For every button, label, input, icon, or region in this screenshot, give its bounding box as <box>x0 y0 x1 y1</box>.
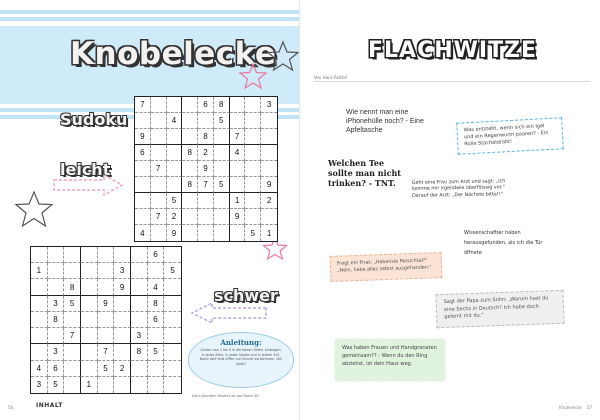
sudoku-cell: 4 <box>135 225 151 241</box>
sudoku-cell <box>81 328 98 344</box>
sudoku-cell <box>48 263 65 279</box>
gray-star-icon <box>266 40 300 72</box>
sudoku-cell <box>81 361 98 377</box>
sudoku-cell: 6 <box>198 97 214 113</box>
sudoku-cell: 7 <box>198 177 214 193</box>
sudoku-cell: 3 <box>114 263 131 279</box>
sudoku-cell <box>261 113 277 129</box>
sudoku-cell <box>261 161 277 177</box>
sudoku-cell <box>261 209 277 225</box>
anleitung-title: Anleitung: <box>220 338 262 347</box>
sudoku-cell <box>114 296 131 312</box>
sudoku-cell <box>198 209 214 225</box>
sudoku-cell <box>164 328 181 344</box>
sudoku-cell <box>98 247 115 263</box>
sudoku-cell: 3 <box>48 344 65 360</box>
sudoku-cell <box>214 225 230 241</box>
sudoku-cell <box>81 279 98 295</box>
sudoku-easy-grid <box>134 96 278 242</box>
anleitung-text: Zahlen von 1 bis 9 in die leeren Felder eintragen. In jeder Zeile, in jeder Spalte und in jedem 3x3-Block darf jede Ziffer nur einmal vorkommen. Viel Spaß! <box>199 348 283 366</box>
sudoku-cell <box>245 145 261 161</box>
sudoku-cell <box>167 145 183 161</box>
sudoku-cell <box>198 193 214 209</box>
sudoku-cell <box>114 344 131 360</box>
sudoku-cell <box>131 296 148 312</box>
level-hard-label: schwer <box>214 286 278 305</box>
sudoku-cell <box>151 97 167 113</box>
sudoku-cell <box>164 361 181 377</box>
sudoku-cell <box>167 177 183 193</box>
sudoku-cell: 2 <box>167 209 183 225</box>
sudoku-cell <box>214 129 230 145</box>
sudoku-cell <box>164 312 181 328</box>
sudoku-cell: 9 <box>261 177 277 193</box>
sudoku-cell <box>151 225 167 241</box>
sudoku-cell: 7 <box>64 328 81 344</box>
sudoku-cell: 8 <box>182 177 198 193</box>
sudoku-cell: 6 <box>48 361 65 377</box>
sudoku-cell: 7 <box>135 97 151 113</box>
sudoku-cell: 9 <box>135 129 151 145</box>
right-page <box>300 0 600 420</box>
sudoku-cell <box>148 263 165 279</box>
sudoku-cell: 5 <box>245 225 261 241</box>
sudoku-cell <box>98 263 115 279</box>
sudoku-cell: 4 <box>167 113 183 129</box>
sudoku-cell <box>245 161 261 177</box>
sudoku-cell <box>131 312 148 328</box>
sudoku-cell <box>245 97 261 113</box>
joke-2: Welchen Tee sollte man nicht trinken? - TNT. <box>328 158 401 188</box>
sudoku-cell <box>182 225 198 241</box>
anleitung-bubble <box>188 332 294 388</box>
joke-note-papa: Sagt der Papa zum Sohn: „Warum hast du eine Sechs in Deutsch? Ich habe doch gelernt mit du." <box>435 290 564 328</box>
sudoku-cell: 7 <box>151 209 167 225</box>
sudoku-cell <box>64 312 81 328</box>
sudoku-cell <box>182 129 198 145</box>
sudoku-cell <box>31 328 48 344</box>
sudoku-cell: 7 <box>98 344 115 360</box>
sudoku-cell <box>182 113 198 129</box>
sudoku-cell <box>164 296 181 312</box>
sudoku-cell: 5 <box>214 177 230 193</box>
sudoku-cell: 5 <box>64 296 81 312</box>
sudoku-cell: 9 <box>230 209 246 225</box>
sudoku-cell <box>131 279 148 295</box>
sudoku-cell: 8 <box>131 344 148 360</box>
page-number-left: 56 <box>8 405 14 410</box>
sudoku-cell: 3 <box>48 296 65 312</box>
sudoku-hard-grid <box>30 246 182 394</box>
sudoku-label: Sudoku <box>60 110 128 129</box>
sudoku-cell <box>230 161 246 177</box>
sudoku-cell <box>64 247 81 263</box>
sudoku-cell: 8 <box>148 296 165 312</box>
sudoku-cell: 5 <box>98 361 115 377</box>
page-number-right: 57 <box>586 405 592 410</box>
sudoku-cell <box>135 177 151 193</box>
sudoku-cell <box>151 193 167 209</box>
arrow-right-icon <box>52 174 124 196</box>
sudoku-cell <box>148 377 165 393</box>
sudoku-cell: 3 <box>131 328 148 344</box>
joke-note-igel: Was entsteht, wenn sich ein Igel und ein Regenwurm paaren? - Ein Rolle Stacheldraht! <box>456 117 564 155</box>
sudoku-cell: 8 <box>214 97 230 113</box>
sudoku-cell <box>151 177 167 193</box>
sudoku-cell: 5 <box>48 377 65 393</box>
footer-section: Knobelecke <box>558 405 582 410</box>
sudoku-cell <box>214 209 230 225</box>
sudoku-cell <box>114 247 131 263</box>
sudoku-cell <box>164 344 181 360</box>
header-stripe <box>0 10 300 14</box>
sudoku-cell <box>214 161 230 177</box>
level-easy-label: leicht <box>60 160 111 179</box>
sudoku-cell: 7 <box>151 161 167 177</box>
sudoku-cell <box>198 225 214 241</box>
sudoku-cell <box>151 145 167 161</box>
sudoku-cell <box>182 97 198 113</box>
sudoku-cell: 8 <box>182 145 198 161</box>
sudoku-cell <box>167 161 183 177</box>
header-stripe <box>0 17 300 21</box>
sudoku-cell <box>230 113 246 129</box>
sudoku-cell <box>64 263 81 279</box>
sudoku-cell <box>64 377 81 393</box>
sudoku-cell: 5 <box>164 263 181 279</box>
sudoku-cell <box>135 209 151 225</box>
sudoku-cell: 7 <box>230 129 246 145</box>
sudoku-cell: 2 <box>114 361 131 377</box>
byline: Von Hans Reittel <box>314 75 347 80</box>
footer-brand: INHALT <box>36 402 63 409</box>
sudoku-cell <box>81 344 98 360</box>
sudoku-cell <box>81 263 98 279</box>
sudoku-cell <box>261 129 277 145</box>
sudoku-cell: 1 <box>81 377 98 393</box>
sudoku-cell <box>148 328 165 344</box>
sudoku-cell <box>164 279 181 295</box>
sudoku-cell: 9 <box>167 225 183 241</box>
sudoku-cell: 6 <box>135 145 151 161</box>
page-title: Knobelecke <box>70 36 277 72</box>
sudoku-cell: 4 <box>230 145 246 161</box>
sudoku-cell <box>64 344 81 360</box>
sudoku-cell <box>182 161 198 177</box>
sudoku-cell <box>164 377 181 393</box>
sudoku-cell: 9 <box>198 161 214 177</box>
sudoku-cell <box>151 129 167 145</box>
sudoku-cell: 8 <box>198 129 214 145</box>
sudoku-cell <box>245 193 261 209</box>
sudoku-cell <box>135 161 151 177</box>
sudoku-cell: 6 <box>148 247 165 263</box>
sudoku-cell <box>135 113 151 129</box>
sudoku-cell <box>31 344 48 360</box>
pink-star-icon <box>238 62 268 90</box>
sudoku-cell: 8 <box>64 279 81 295</box>
loesung-hint: Die Lösungen findest du auf Seite 58. <box>192 394 260 398</box>
sudoku-cell: 4 <box>31 361 48 377</box>
sudoku-cell <box>81 312 98 328</box>
sudoku-cell: 9 <box>114 279 131 295</box>
sudoku-cell <box>98 377 115 393</box>
sudoku-cell <box>135 193 151 209</box>
sudoku-cell <box>148 361 165 377</box>
sudoku-cell: 6 <box>148 312 165 328</box>
sudoku-cell <box>48 328 65 344</box>
sudoku-cell <box>261 145 277 161</box>
sudoku-cell: 9 <box>98 296 115 312</box>
sudoku-cell: 4 <box>148 279 165 295</box>
sudoku-cell: 8 <box>48 312 65 328</box>
sudoku-cell <box>214 193 230 209</box>
sudoku-cell <box>81 247 98 263</box>
sudoku-cell <box>31 312 48 328</box>
sudoku-cell <box>64 361 81 377</box>
sudoku-cell <box>31 296 48 312</box>
sudoku-cell <box>167 129 183 145</box>
sudoku-cell <box>48 279 65 295</box>
sudoku-cell <box>182 209 198 225</box>
sudoku-cell <box>245 177 261 193</box>
sudoku-cell <box>230 225 246 241</box>
divider <box>314 81 590 82</box>
sudoku-cell: 2 <box>261 193 277 209</box>
sudoku-cell <box>98 279 115 295</box>
sudoku-cell: 3 <box>31 377 48 393</box>
sudoku-cell: 5 <box>148 344 165 360</box>
sudoku-cell <box>182 193 198 209</box>
joke-1: Wie nennt man eine iPhonehülle noch? - Eine Apfeltasche <box>346 109 424 134</box>
sudoku-cell <box>114 312 131 328</box>
sudoku-cell <box>198 113 214 129</box>
sudoku-cell <box>48 247 65 263</box>
sudoku-cell: 3 <box>261 97 277 113</box>
sudoku-cell <box>31 247 48 263</box>
sudoku-cell <box>151 113 167 129</box>
sudoku-cell: 5 <box>167 193 183 209</box>
sudoku-cell <box>214 145 230 161</box>
sudoku-cell <box>245 209 261 225</box>
sudoku-cell: 1 <box>266 228 272 238</box>
sudoku-cell: 5 <box>214 113 230 129</box>
sudoku-cell <box>164 247 181 263</box>
gray-star-icon <box>14 190 54 228</box>
sudoku-cell <box>98 328 115 344</box>
sudoku-cell <box>98 312 115 328</box>
sudoku-cell <box>131 263 148 279</box>
sudoku-cell <box>114 377 131 393</box>
page-title: FLACHWITZE <box>368 38 538 63</box>
sudoku-cell <box>114 328 131 344</box>
sudoku-cell: 2 <box>198 145 214 161</box>
sudoku-cell: 1 <box>31 263 48 279</box>
sudoku-cell <box>31 279 48 295</box>
joke-note-ring: Was haben Frauen und Handgranaten gemeinsam?? - Wenn du den Ring abziehst, ist dein Haus weg. <box>334 338 446 382</box>
sudoku-cell <box>81 296 98 312</box>
sudoku-cell <box>245 113 261 129</box>
joke-4: Wissenschaftler haben herausgefunden, als ich die Tür öffnete <box>464 230 543 256</box>
sudoku-cell <box>131 361 148 377</box>
arrow-left-icon <box>188 302 268 324</box>
sudoku-cell <box>230 177 246 193</box>
joke-3: Geht eine Frau zum Arzt und sagt: „Ich komme mir irgendwie überflüssig vor." Darauf der Arzt: „Der Nächste bitte!!" <box>411 179 506 199</box>
sudoku-cell <box>230 97 246 113</box>
sudoku-cell <box>131 247 148 263</box>
joke-note-pirat: Fragt ein Pirat: „Habensie Reisichtal?" „Nein, habe alles selbst ausgehanden." <box>330 252 443 282</box>
sudoku-cell <box>131 377 148 393</box>
sudoku-cell <box>245 129 261 145</box>
sudoku-cell: 1 <box>230 193 246 209</box>
sudoku-cell <box>167 97 183 113</box>
